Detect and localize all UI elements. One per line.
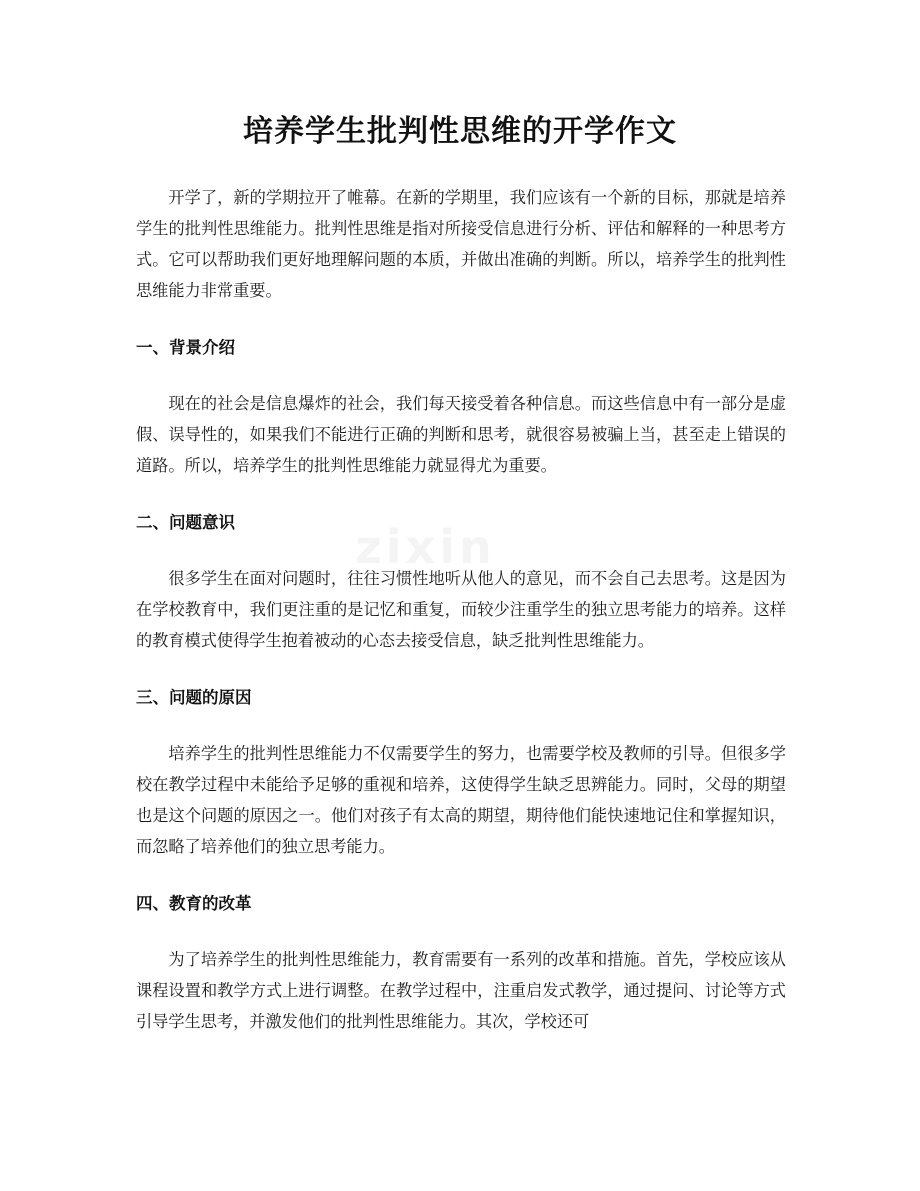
section-heading-problem-causes: 三、问题的原因 <box>136 688 252 707</box>
document-title: 培养学生批判性思维的开学作文 <box>243 114 677 149</box>
section-paragraph-problem-awareness: 很多学生在面对问题时，往往习惯性地听从他人的意见，而不会自己去思考。这是因为在学校教育中，我们更注重的是记忆和重复，而较少注重学生的独立思考能力的培养。这样的教育模式使得学生抱着被动的心态去接受信息，缺乏批判性思维能力。 <box>136 569 786 650</box>
section-paragraph-problem-causes: 培养学生的批判性思维能力不仅需要学生的努力，也需要学校及教师的引导。但很多学校在教学过程中未能给予足够的重视和培养，这使得学生缺乏思辨能力。同时，父母的期望也是这个问题的原因之一。他们对孩子有太高的期望，期待他们能快速地记住和掌握知识，而忽略了培养他们的独立思考能力。 <box>136 744 786 856</box>
intro-paragraph: 开学了，新的学期拉开了帷幕。在新的学期里，我们应该有一个新的目标，那就是培养学生的批判性思维能力。批判性思维是指对所接受信息进行分析、评估和解释的一种思考方式。它可以帮助我们更好地理解问题的本质，并做出准确的判断。所以，培养学生的批判性思维能力非常重要。 <box>136 188 786 300</box>
section-paragraph-background: 现在的社会是信息爆炸的社会，我们每天接受着各种信息。而这些信息中有一部分是虚假、误导性的，如果我们不能进行正确的判断和思考，就很容易被骗上当，甚至走上错误的道路。所以，培养学生的批判性思维能力就显得尤为重要。 <box>136 394 786 475</box>
section-heading-background: 一、背景介绍 <box>136 338 235 357</box>
section-paragraph-education-reform: 为了培养学生的批判性思维能力，教育需要有一系列的改革和措施。首先，学校应该从课程设置和教学方式上进行调整。在教学过程中，注重启发式教学，通过提问、讨论等方式引导学生思考，并激发他们的批判性思维能力。其次，学校还可 <box>136 950 786 1031</box>
section-heading-education-reform: 四、教育的改革 <box>136 894 252 913</box>
section-heading-problem-awareness: 二、问题意识 <box>136 513 235 532</box>
document-body <box>136 182 786 1037</box>
